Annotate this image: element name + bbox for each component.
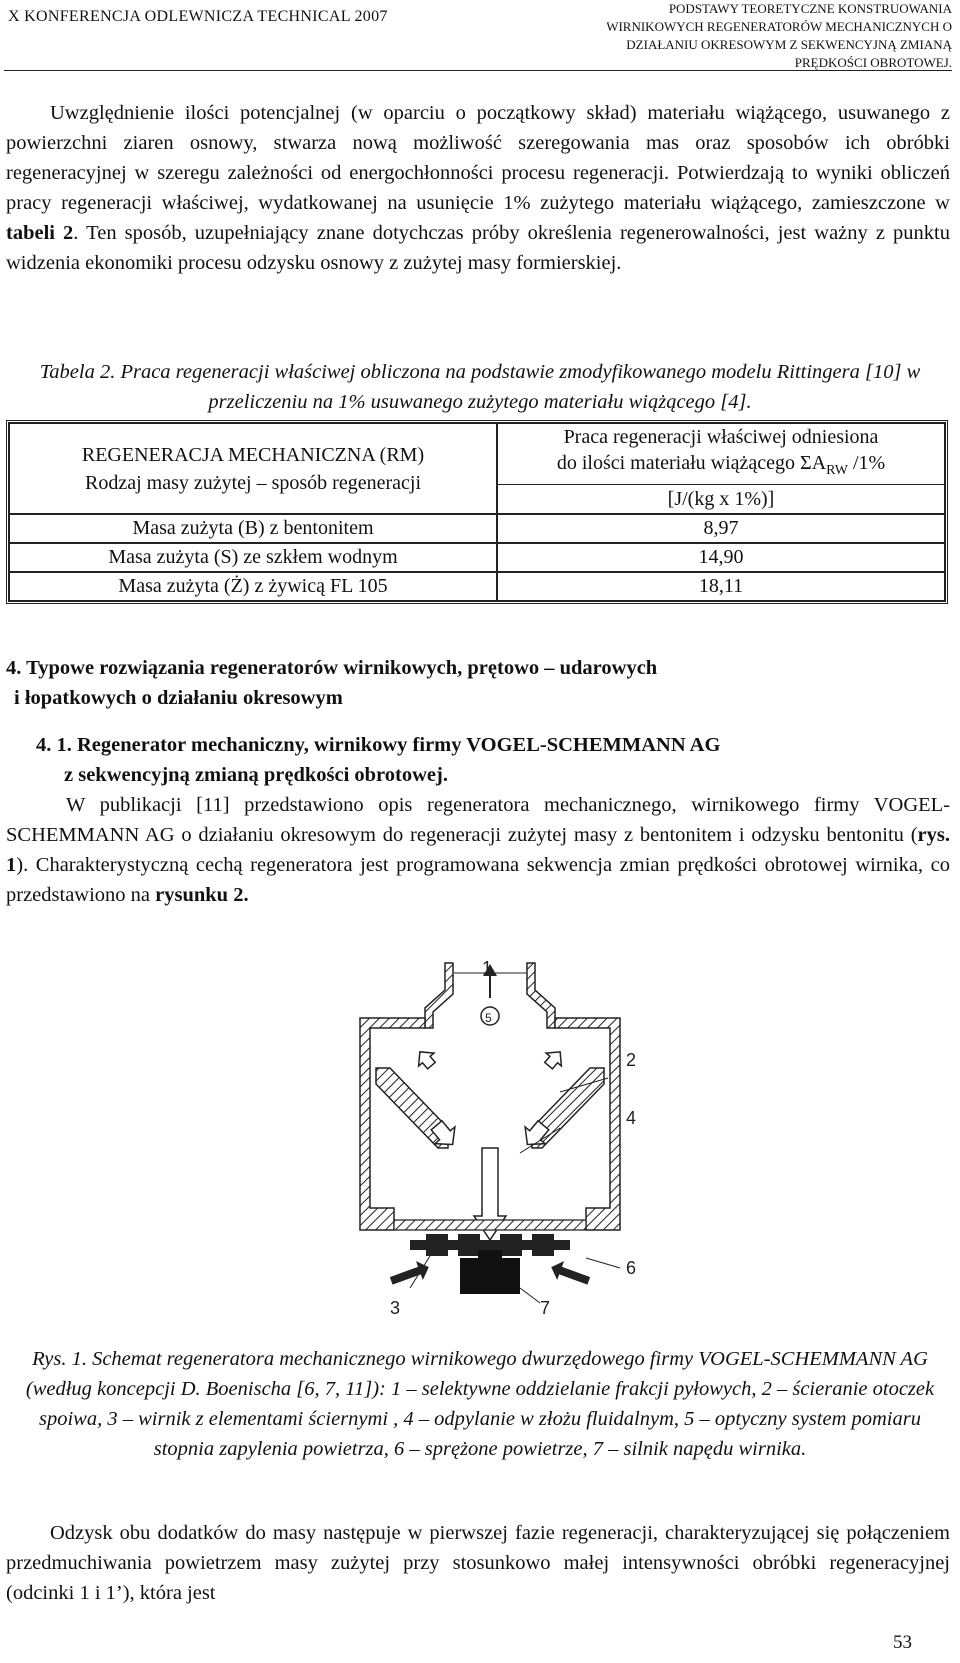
figure-label-7: 7 xyxy=(540,1298,551,1318)
header-rule xyxy=(4,70,952,71)
table-cell-label: Masa zużyta (Ż) z żywicą FL 105 xyxy=(9,572,497,601)
figure-label-2: 2 xyxy=(626,1050,637,1070)
table-cell-label: Masa zużyta (B) z bentonitem xyxy=(9,514,497,543)
section-4-heading-line-1: 4. Typowe rozwiązania regeneratorów wirnikowych, prętowo – udarowych xyxy=(6,657,658,679)
page-number: 53 xyxy=(893,1632,912,1653)
figure-label-5: 5 xyxy=(485,1011,492,1025)
paragraph-2 xyxy=(6,790,950,910)
table-header-left-line-2: Rodzaj masy zużytej – sposób regeneracji xyxy=(85,471,421,494)
section-4-1-heading-line-2: z sekwencyjną zmianą prędkości obrotowej. xyxy=(64,764,448,786)
conference-header: X KONFERENCJA ODLEWNICZA TECHNICAL 2007 xyxy=(8,8,388,25)
table-header-left-line-1: REGENERACJA MECHANICZNA (RM) xyxy=(81,443,425,466)
table-header-unit: [J/(kg x 1%)] xyxy=(497,484,945,514)
running-title-line: WIRNIKOWYCH REGENERATORÓW MECHANICZNYCH O xyxy=(606,19,952,34)
paragraph-1 xyxy=(6,98,950,278)
table-cell-value: 18,11 xyxy=(497,572,945,601)
paragraph-1-text-b: . Ten sposób, uzupełniający znane dotychczas próby określenia regenerowalności, jest ważny z punktu widzenia ekonomiki procesu odzysku osnowy z zużytej masy formierskiej. xyxy=(6,222,950,274)
figure-reference: rys. 1 xyxy=(6,824,950,876)
table-reference: tabeli 2 xyxy=(6,222,74,244)
paragraph-1-text-a: Uwzględnienie ilości potencjalnej (w oparciu o początkowy skład) materiału wiążącego, usuwanego z powierzchni ziaren osnowy, stwarza nową możliwość szeregowania mas oraz sposobów ich obróbki regeneracyjnej w szeregu zależności od energochłonności procesu regeneracji. Potwierdzają to wyniki obliczeń pracy regeneracji właściwej, wydatkowanej na usunięcie 1% zużytego materiału wiążącego, zamieszczone w xyxy=(6,102,950,214)
paragraph-2-text-a: W publikacji [11] przedstawiono opis regeneratora mechanicznego, wirnikowego firmy VOGEL-SCHEMMANN AG o działaniu okresowym do regeneracji zużytej masy z bentonitem i odzysku bentonitu ( xyxy=(6,794,950,846)
figure-caption: Rys. 1. Schemat regeneratora mechanicznego wirnikowego dwurzędowego firmy VOGEL-SCHEMMANN AG (według koncepcji D. Boenischa [6, 7, 11]): 1 – selektywne oddzielanie frakcji pyłowych, 2 – ścieranie otoczek spoiwa, 3 – wirnik z elementami ściernymi , 4 – odpylanie w złożu fluidalnym, 5 – optyczny system pomiaru stopnia zapylenia powietrza, 6 – sprężone powietrze, 7 – silnik napędu wirnika. xyxy=(25,1348,935,1460)
table-2 xyxy=(6,420,948,604)
figure-label-4: 4 xyxy=(626,1108,637,1128)
regenerator-schematic xyxy=(330,958,650,1328)
table-cell-value: 8,97 xyxy=(497,514,945,543)
section-4-1-heading xyxy=(36,730,720,790)
paragraph-2-text-b: ). Charakterystyczną cechą regeneratora jest programowana sekwencja zmian prędkości obrotowej wirnika, co przedstawiono na xyxy=(6,854,950,906)
figure-label-1: 1 xyxy=(482,958,493,978)
section-4-heading xyxy=(6,653,657,713)
running-title-line: PODSTAWY TEORETYCZNE KONSTRUOWANIA xyxy=(668,1,952,16)
table-cell-value: 14,90 xyxy=(497,543,945,572)
paragraph-3: Odzysk obu dodatków do masy następuje w pierwszej fazie regeneracji, charakteryzującej się połączeniem przedmuchiwania powietrzem masy zużytej przy stosunkowo małej intensywności obróbki regeneracyjnej (odcinki 1 i 1’), która jest xyxy=(6,1522,950,1604)
table-caption: Tabela 2. Praca regeneracji właściwej obliczona na podstawie zmodyfikowanego modelu Rittingera [10] w przeliczeniu na 1% usuwanego zużytego materiału wiążącego [4]. xyxy=(39,361,921,413)
figure-reference: rysunku 2. xyxy=(155,884,249,906)
section-4-heading-line-2: i łopatkowych o działaniu okresowym xyxy=(14,687,343,709)
section-4-1-heading-line-1: 4. 1. Regenerator mechaniczny, wirnikowy firmy VOGEL-SCHEMMANN AG xyxy=(36,734,721,756)
table-header-left xyxy=(9,423,497,514)
running-title xyxy=(532,0,952,72)
figure-label-3: 3 xyxy=(390,1298,401,1318)
motor xyxy=(460,1258,520,1294)
figure-label-6: 6 xyxy=(626,1258,637,1278)
table-header-subscript: RW xyxy=(826,463,848,478)
table-cell-label: Masa zużyta (S) ze szkłem wodnym xyxy=(9,543,497,572)
table-header-right xyxy=(497,423,945,484)
running-title-line: DZIAŁANIU OKRESOWYM Z SEKWENCYJNĄ ZMIANĄ xyxy=(626,37,952,52)
table-header-right-line-2 xyxy=(502,450,940,484)
running-title-line: PRĘDKOŚCI OBROTOWEJ. xyxy=(794,55,952,70)
flow-arrows xyxy=(412,1045,568,1240)
table-header-right-line-1: Praca regeneracji właściwej odniesiona xyxy=(563,426,879,448)
table-header-symbol: do ilości materiału wiążącego ΣA xyxy=(556,452,827,474)
table-header-per-percent: /1% xyxy=(847,452,886,474)
